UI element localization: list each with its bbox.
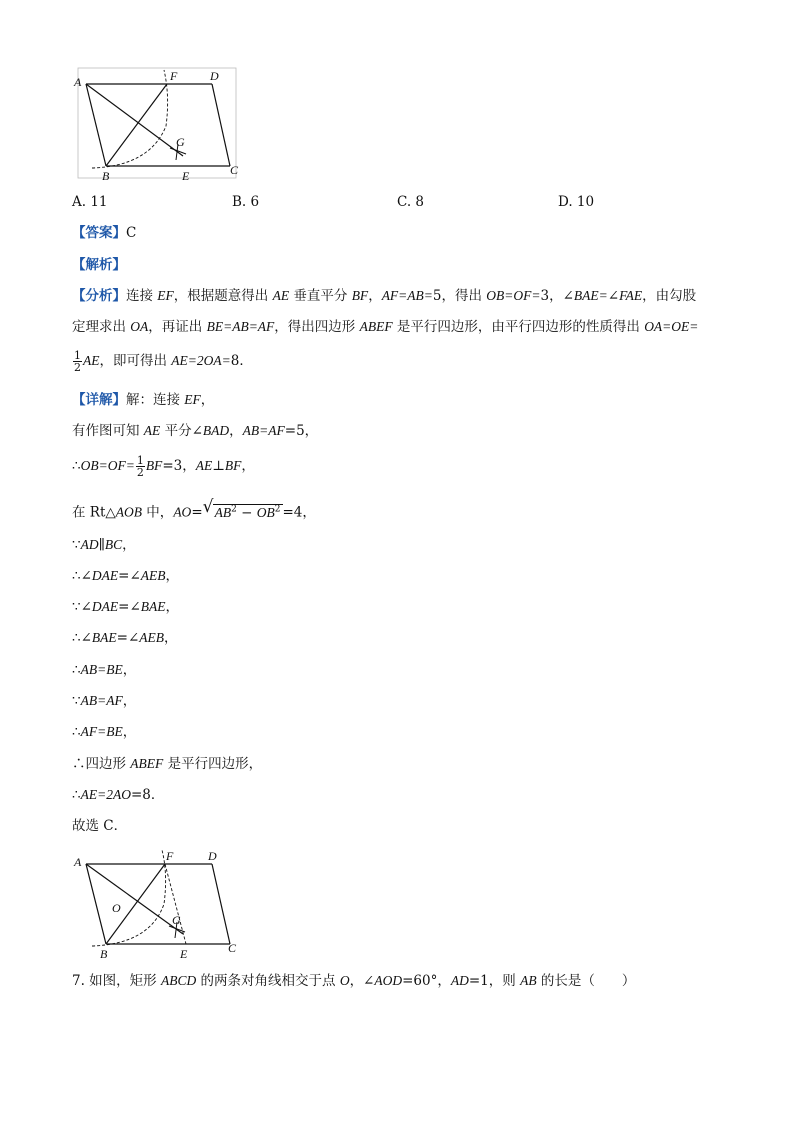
label-F: F bbox=[170, 69, 178, 83]
detail-step-6: ∵AB=AF， bbox=[72, 693, 137, 709]
svg-text:D: D bbox=[208, 849, 217, 863]
analysis-line-2: 定理求出 OA，再证出 BE=AB=AF，得出四边形 ABEF 是平行四边形，由平行四边形的性质得出 OA=OE= bbox=[72, 319, 699, 335]
svg-text:B: B bbox=[100, 947, 108, 961]
label-B: B bbox=[102, 169, 110, 183]
svg-text:G: G bbox=[172, 913, 181, 927]
fraction-half-2: $\frac{1}{2}$ bbox=[136, 454, 144, 479]
analysis-tag: 【分析】 bbox=[72, 288, 126, 304]
option-b: B. 6 bbox=[232, 194, 260, 210]
label-E: E bbox=[182, 169, 190, 183]
label-D: D bbox=[210, 69, 219, 83]
detail-step-1: ∵AD∥BC， bbox=[72, 537, 136, 553]
figure-1 bbox=[70, 66, 245, 186]
svg-text:E: E bbox=[180, 947, 188, 961]
fraction-half: $\frac{1}{2}$ bbox=[74, 349, 81, 374]
detail-step-5: ∴AB=BE， bbox=[72, 662, 137, 678]
label-C: C bbox=[230, 163, 239, 177]
detail-step-4: ∴∠BAE=∠AEB， bbox=[72, 630, 178, 646]
option-c: C. 8 bbox=[397, 194, 425, 210]
answer-value: C bbox=[126, 225, 137, 241]
detail-step-2: ∴∠DAE=∠AEB， bbox=[72, 568, 180, 584]
detail-line-4: 在 Rt△AOB 中，AO= √ $AB^2 - OB^2 =4$， bbox=[72, 497, 316, 521]
detail-step-3: ∵∠DAE=∠BAE， bbox=[72, 599, 180, 615]
jiexi-line bbox=[72, 256, 126, 274]
svg-text:A: A bbox=[74, 855, 82, 869]
detail-step-9: ∴AE=2AO=8． bbox=[72, 787, 165, 803]
label-A: A bbox=[74, 75, 82, 89]
figure-2 bbox=[70, 846, 245, 966]
line-bf bbox=[106, 84, 167, 166]
answer-line bbox=[72, 224, 136, 242]
answer-tag: 【答案】 bbox=[72, 225, 126, 241]
detail-line-2: 有作图可知 AE 平分∠BAD，AB=AF=5， bbox=[72, 423, 319, 439]
analysis-line-3: $\frac{1}{2}$ AE，即可得出 AE=2OA=8． bbox=[74, 349, 253, 374]
detail-step-7: ∴AF=BE， bbox=[72, 724, 137, 740]
svg-text:O: O bbox=[112, 901, 121, 915]
question-7: 7. 如图，矩形 ABCD 的两条对角线相交于点 O，∠AOD=60°，AD=1，则 AB 的长是（ ） bbox=[72, 973, 636, 989]
svg-text:C: C bbox=[228, 941, 237, 955]
option-a: A. 11 bbox=[72, 194, 108, 210]
label-G: G bbox=[176, 135, 185, 149]
detail-conclusion: 故选 C． bbox=[72, 818, 128, 834]
detail-tag: 【详解】 bbox=[72, 392, 126, 408]
svg-text:F: F bbox=[166, 849, 174, 863]
analysis-line-1: 【分析】连接 EF，根据题意得出 AE 垂直平分 BF，AF=AB=5，得出 OB=OF=3，∠BAE=∠FAE，由勾股 bbox=[72, 288, 697, 304]
edge-dc bbox=[212, 84, 230, 166]
detail-step-8: ∴四边形 ABEF 是平行四边形， bbox=[72, 756, 263, 772]
sqrt-expression: √ $AB^2 - OB^2$ bbox=[202, 497, 281, 521]
detail-line-1: 【详解】解：连接 EF， bbox=[72, 392, 215, 408]
jiexi-tag: 【解析】 bbox=[72, 257, 126, 273]
detail-line-3: ∴OB=OF= $\frac{1}{2}$ BF=3，AE⊥BF， bbox=[72, 454, 255, 479]
option-d: D. 10 bbox=[558, 194, 595, 210]
